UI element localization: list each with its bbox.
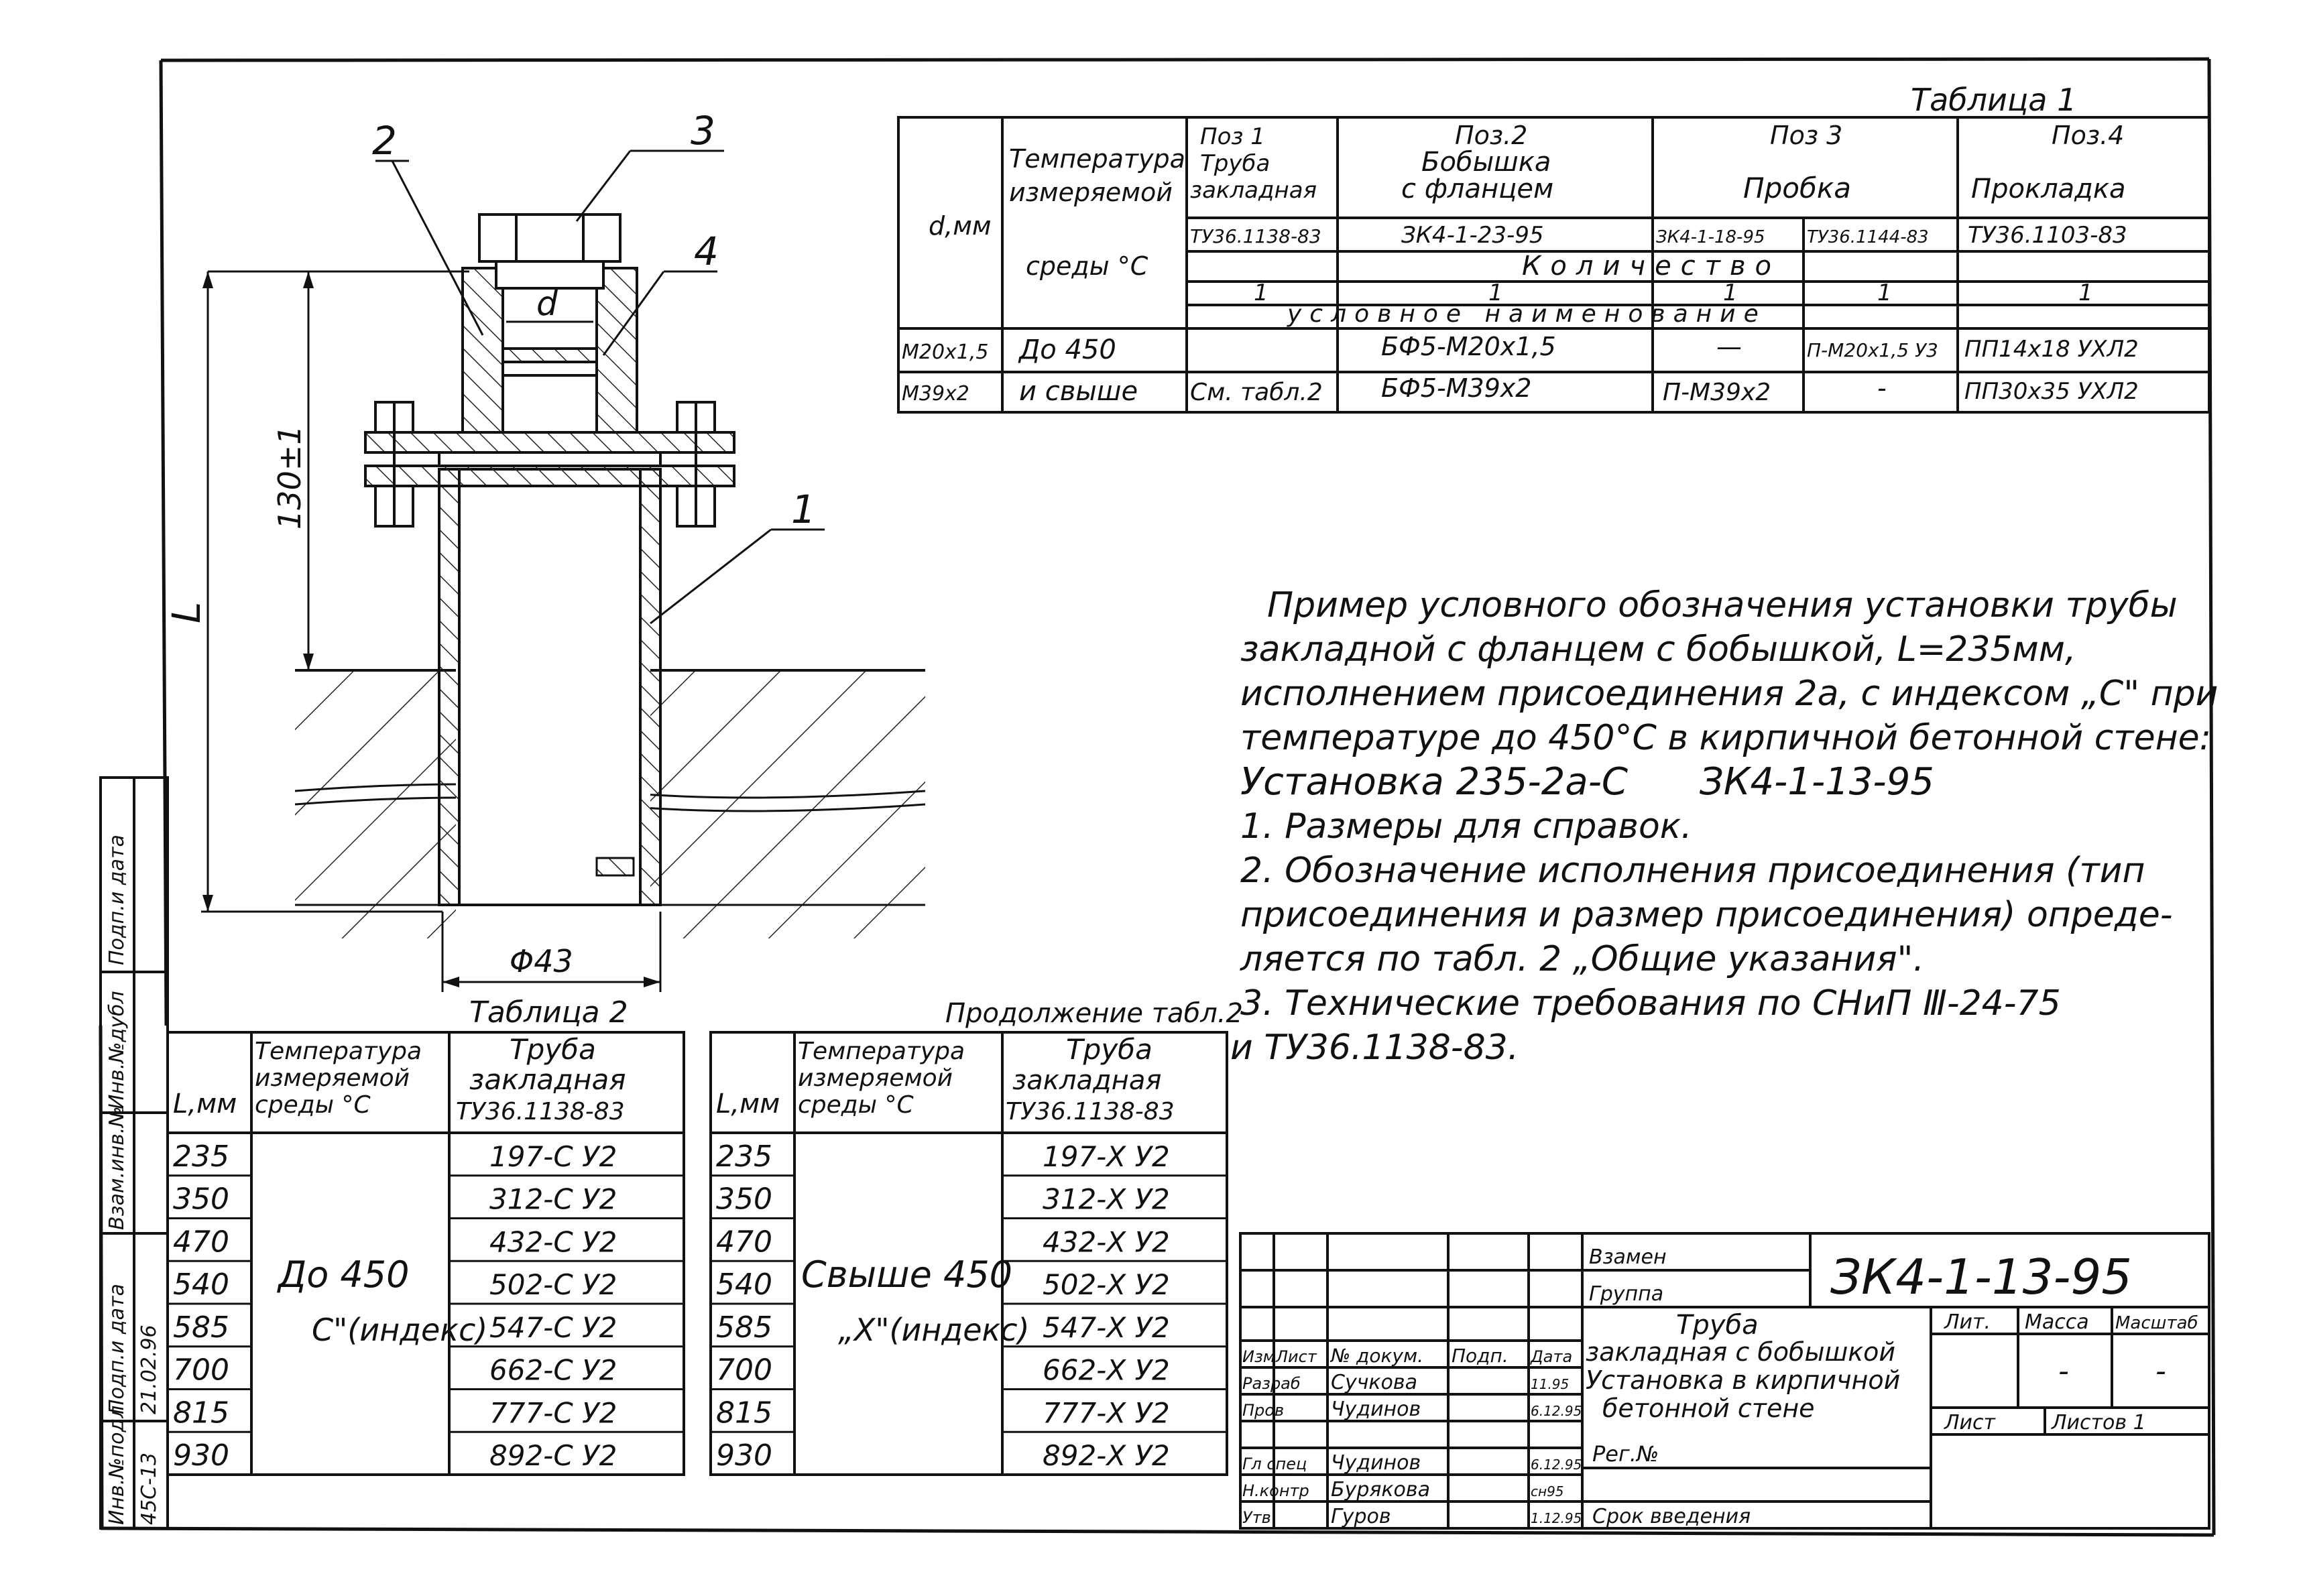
t2-L-cell: 585	[173, 1310, 229, 1345]
t2b-pipe-cell: 432-Х У2	[1043, 1225, 1170, 1259]
tb-role: Н.контр	[1242, 1481, 1309, 1500]
table-2b-caption: Продолжение табл.2	[945, 998, 1243, 1029]
wall-section	[295, 664, 925, 945]
t1-header-temp-3: среды °С	[1026, 251, 1148, 281]
note-line-10: 3. Технические требования по СНиП Ⅲ-24-75	[1240, 983, 2061, 1024]
t2b-pipe-cell: 502-Х У2	[1043, 1268, 1170, 1301]
t2-pipe-cell: 432-С У2	[489, 1225, 617, 1259]
t2-pipe-cell: 502-С У2	[489, 1268, 617, 1301]
t2-header-pipe-1: Труба	[510, 1033, 596, 1066]
side-value-inv: 45С-13	[137, 1452, 161, 1525]
t2-temp-value: До 450	[278, 1253, 410, 1296]
t2-L-cell: 930	[173, 1438, 229, 1473]
t2-L-cell: 235	[173, 1139, 229, 1174]
tb-role-date: 1.12.95	[1531, 1510, 1582, 1526]
t2b-pipe-cell: 777-Х У2	[1043, 1396, 1170, 1430]
tb-role: Утв	[1242, 1508, 1271, 1527]
side-stamp-podp-data-1: Подп.и дата	[105, 1284, 129, 1414]
t1-uslovnoe: условное наименование	[1287, 300, 1767, 328]
tb-lit: Лит.	[1944, 1310, 1991, 1334]
tb-role-name: Чудинов	[1331, 1451, 1421, 1475]
t2b-L-cell: 930	[716, 1438, 772, 1473]
t2-pipe-cell: 662-С У2	[489, 1353, 617, 1387]
t1-r2-poz3b: -	[1877, 373, 1887, 403]
t1-qty-3: 1	[1723, 280, 1738, 306]
tb-title-1: Труба	[1676, 1310, 1759, 1341]
t1-header-poz4-2: Прокладка	[1971, 174, 2126, 204]
side-stamp-inv-podl: Инв.№подл	[105, 1405, 129, 1525]
t1-kolichestvo: Количество	[1522, 251, 1781, 282]
note-line-2: закладной с фланцем с бобышкой, L=235мм,	[1240, 629, 2076, 670]
t1-r2-poz1: См. табл.2	[1190, 379, 1323, 406]
tb-role-name: Бурякова	[1331, 1478, 1430, 1501]
tb-listov: Листов 1	[2052, 1411, 2146, 1434]
tb-srok: Срок введения	[1592, 1505, 1751, 1528]
t1-r2-d: М39х2	[902, 382, 969, 406]
t2b-header-temp-1: Температура	[798, 1038, 965, 1065]
side-stamp-inv-dubl: Инв.№дубл	[105, 991, 129, 1109]
t1-qty-2: 1	[1488, 280, 1503, 306]
t2b-L-cell: 470	[716, 1225, 772, 1260]
callout-1: 1	[791, 487, 816, 532]
t1-qty-1: 1	[1254, 280, 1268, 306]
tb-title-2: закладная с бобышкой	[1586, 1337, 1896, 1367]
t2b-pipe-cell: 662-Х У2	[1043, 1353, 1170, 1387]
note-line-11: и ТУ36.1138-83.	[1230, 1028, 1519, 1068]
tb-role-date: 11.95	[1531, 1376, 1570, 1392]
t2-pipe-cell: 197-С У2	[489, 1140, 617, 1173]
tb-role-date: 6.12.95	[1531, 1457, 1582, 1473]
dim-diameter-label: Φ43	[510, 943, 573, 979]
tb-role-name: Гуров	[1331, 1505, 1391, 1528]
tb-role: Гл спец	[1242, 1455, 1307, 1473]
t2b-header-temp-2: измеряемой	[798, 1064, 953, 1092]
side-stamp-vzam-inv: Взам.инв.№	[105, 1106, 129, 1230]
t1-r2-temp: и свыше	[1019, 376, 1138, 407]
note-line-3: исполнением присоединения 2а, с индексом „С" при	[1240, 674, 2219, 714]
t2-header-temp-1: Температура	[255, 1038, 422, 1065]
side-stamp-podp-data-2: Подп.и дата	[105, 835, 129, 965]
t2b-pipe-cell: 892-Х У2	[1043, 1439, 1170, 1472]
tb-col-podp: Подп.	[1452, 1345, 1509, 1367]
dim-130-label: 130±1	[272, 425, 308, 530]
table-2	[168, 995, 684, 1475]
t1-header-poz2-1: Поз.2	[1455, 121, 1528, 150]
table-2-continuation	[711, 998, 1243, 1475]
dim-L-label: L	[164, 601, 209, 623]
t1-header-poz4-std: ТУ36.1103-83	[1968, 222, 2127, 249]
t2-pipe-cell: 892-С У2	[489, 1439, 617, 1472]
t1-r1-poz3a: —	[1716, 332, 1742, 361]
side-value-date: 21.02.96	[137, 1325, 161, 1414]
tb-col-izm: Изм	[1242, 1347, 1275, 1366]
tb-code: ЗК4-1-13-95	[1830, 1249, 2133, 1305]
t2b-header-pipe-3: ТУ36.1138-83	[1006, 1098, 1175, 1125]
tb-gruppa: Группа	[1589, 1282, 1664, 1306]
t1-header-poz3-1: Поз 3	[1770, 121, 1843, 150]
t2-temp-index: С"(индекс)	[312, 1312, 488, 1348]
t2-L-cell: 470	[173, 1225, 229, 1260]
t2-pipe-cell: 547-С У2	[489, 1310, 617, 1344]
t2-header-pipe-3: ТУ36.1138-83	[456, 1098, 625, 1125]
tb-list: Лист	[1944, 1411, 1996, 1434]
plug	[479, 214, 620, 288]
note-line-6: 1. Размеры для справок.	[1240, 806, 1692, 847]
t2-header-temp-3: среды °С	[255, 1091, 371, 1119]
callout-2: 2	[372, 118, 397, 164]
t1-r2-poz4: ПП30х35 УХЛ2	[1964, 378, 2139, 405]
t2b-header-temp-3: среды °С	[798, 1091, 914, 1119]
t2b-header-pipe-1: Труба	[1066, 1033, 1152, 1066]
assembly-drawing	[164, 108, 925, 992]
t2-pipe-cell: 312-С У2	[489, 1182, 617, 1216]
notes-block	[1230, 583, 2219, 1070]
tb-role: Пров	[1242, 1401, 1285, 1420]
table-1	[898, 82, 2209, 412]
tb-role-name: Сучкова	[1331, 1371, 1417, 1394]
t1-header-poz2-std: ЗК4-1-23-95	[1401, 222, 1544, 249]
t1-r1-temp: До 450	[1019, 334, 1116, 365]
note-line-4: температуре до 450°С в кирпичной бетонной стене:	[1240, 718, 2212, 758]
t1-r1-d: М20х1,5	[902, 341, 989, 364]
flanges	[365, 402, 734, 526]
t2-L-cell: 540	[173, 1268, 229, 1302]
t1-header-poz2-2: Бобышка	[1421, 147, 1551, 178]
tb-col-dokum: № докум.	[1331, 1345, 1424, 1367]
tb-masshtab: Масштаб	[2115, 1313, 2198, 1333]
tb-massa-value: -	[2058, 1354, 2069, 1388]
t2b-header-pipe-2: закладная	[1012, 1065, 1162, 1096]
t2b-L-cell: 815	[716, 1396, 772, 1430]
tb-role-name: Чудинов	[1331, 1398, 1421, 1421]
tb-title-3: Установка в кирпичной	[1586, 1365, 1901, 1395]
t1-r1-poz2: БФ5-М20х1,5	[1381, 332, 1556, 361]
t1-r1-poz3b: П-М20х1,5 У3	[1807, 339, 1938, 361]
t2b-temp-value: Свыше 450	[801, 1253, 1013, 1296]
note-line-8: присоединения и размер присоединения) опреде-	[1240, 895, 2173, 935]
t2-header-pipe-2: закладная	[469, 1063, 626, 1096]
tb-role-date: 6.12.95	[1531, 1403, 1582, 1419]
t2b-L-cell: 235	[716, 1139, 772, 1174]
table-1-caption: Таблица 1	[1911, 82, 2077, 118]
t2b-L-cell: 585	[716, 1310, 772, 1345]
note-line-1: Пример условного обозначения установки трубы	[1267, 585, 2178, 625]
t1-header-temp-1: Температура	[1009, 144, 1185, 174]
t2b-temp-index: „Х"(индекс)	[838, 1312, 1030, 1348]
tb-reg: Рег.№	[1592, 1441, 1659, 1467]
t1-header-poz1-3: закладная	[1190, 177, 1317, 204]
t1-header-poz2-3: с фланцем	[1401, 174, 1554, 204]
t1-header-temp-2: измеряемой	[1009, 178, 1173, 207]
t2b-header-L: L,мм	[716, 1089, 780, 1119]
t1-header-poz1-2: Труба	[1200, 150, 1270, 177]
t2-pipe-cell: 777-С У2	[489, 1396, 617, 1430]
t2-L-cell: 700	[173, 1353, 229, 1388]
title-block	[1240, 1233, 2209, 1528]
tb-role-date: сн95	[1531, 1483, 1564, 1499]
t1-header-poz3-2: Пробка	[1743, 172, 1851, 204]
tb-title-4: бетонной стене	[1602, 1394, 1815, 1423]
t1-r2-poz3a: П-М39х2	[1663, 379, 1771, 406]
dim-d-label: d	[536, 284, 558, 323]
tb-role: Разраб	[1242, 1374, 1301, 1393]
tb-col-data: Дата	[1531, 1347, 1573, 1366]
t1-r2-poz2: БФ5-М39х2	[1381, 373, 1532, 403]
tb-massa: Масса	[2025, 1310, 2089, 1334]
t2b-L-cell: 540	[716, 1268, 772, 1302]
t1-header-poz1-std: ТУ36.1138-83	[1190, 225, 1321, 247]
t2b-pipe-cell: 197-Х У2	[1043, 1140, 1170, 1173]
t2b-pipe-cell: 312-Х У2	[1043, 1182, 1170, 1216]
t1-qty-4: 1	[1877, 280, 1892, 306]
callout-4: 4	[694, 229, 719, 274]
note-line-5: Установка 235-2а-С ЗК4-1-13-95	[1240, 760, 1934, 804]
t2-L-cell: 350	[173, 1182, 229, 1217]
t1-r1-poz4: ПП14х18 УХЛ2	[1964, 336, 2139, 363]
tb-vzamen: Взамен	[1589, 1245, 1667, 1269]
t1-header-d: d,мм	[929, 211, 992, 241]
tb-masshtab-value: -	[2155, 1354, 2166, 1388]
tb-col-list: Лист	[1276, 1347, 1317, 1366]
t2b-pipe-cell: 547-Х У2	[1043, 1310, 1170, 1344]
t2-header-temp-2: измеряемой	[255, 1064, 410, 1092]
t1-header-poz3-std-a: ЗК4-1-18-95	[1656, 227, 1765, 247]
table-2-caption: Таблица 2	[469, 995, 628, 1030]
note-line-7: 2. Обозначение исполнения присоединения (тип	[1240, 851, 2145, 891]
t2b-L-cell: 350	[716, 1182, 772, 1217]
t1-header-poz1-1: Поз 1	[1200, 123, 1265, 150]
t2-header-L: L,мм	[173, 1089, 237, 1119]
t1-header-poz3-std-b: ТУ36.1144-83	[1807, 227, 1929, 247]
t2b-L-cell: 700	[716, 1353, 772, 1388]
note-line-9: ляется по табл. 2 „Общие указания".	[1240, 939, 1924, 979]
callout-3: 3	[691, 108, 715, 154]
t1-header-poz4-1: Поз.4	[2052, 121, 2125, 150]
t2-L-cell: 815	[173, 1396, 229, 1430]
t1-qty-5: 1	[2078, 280, 2093, 306]
